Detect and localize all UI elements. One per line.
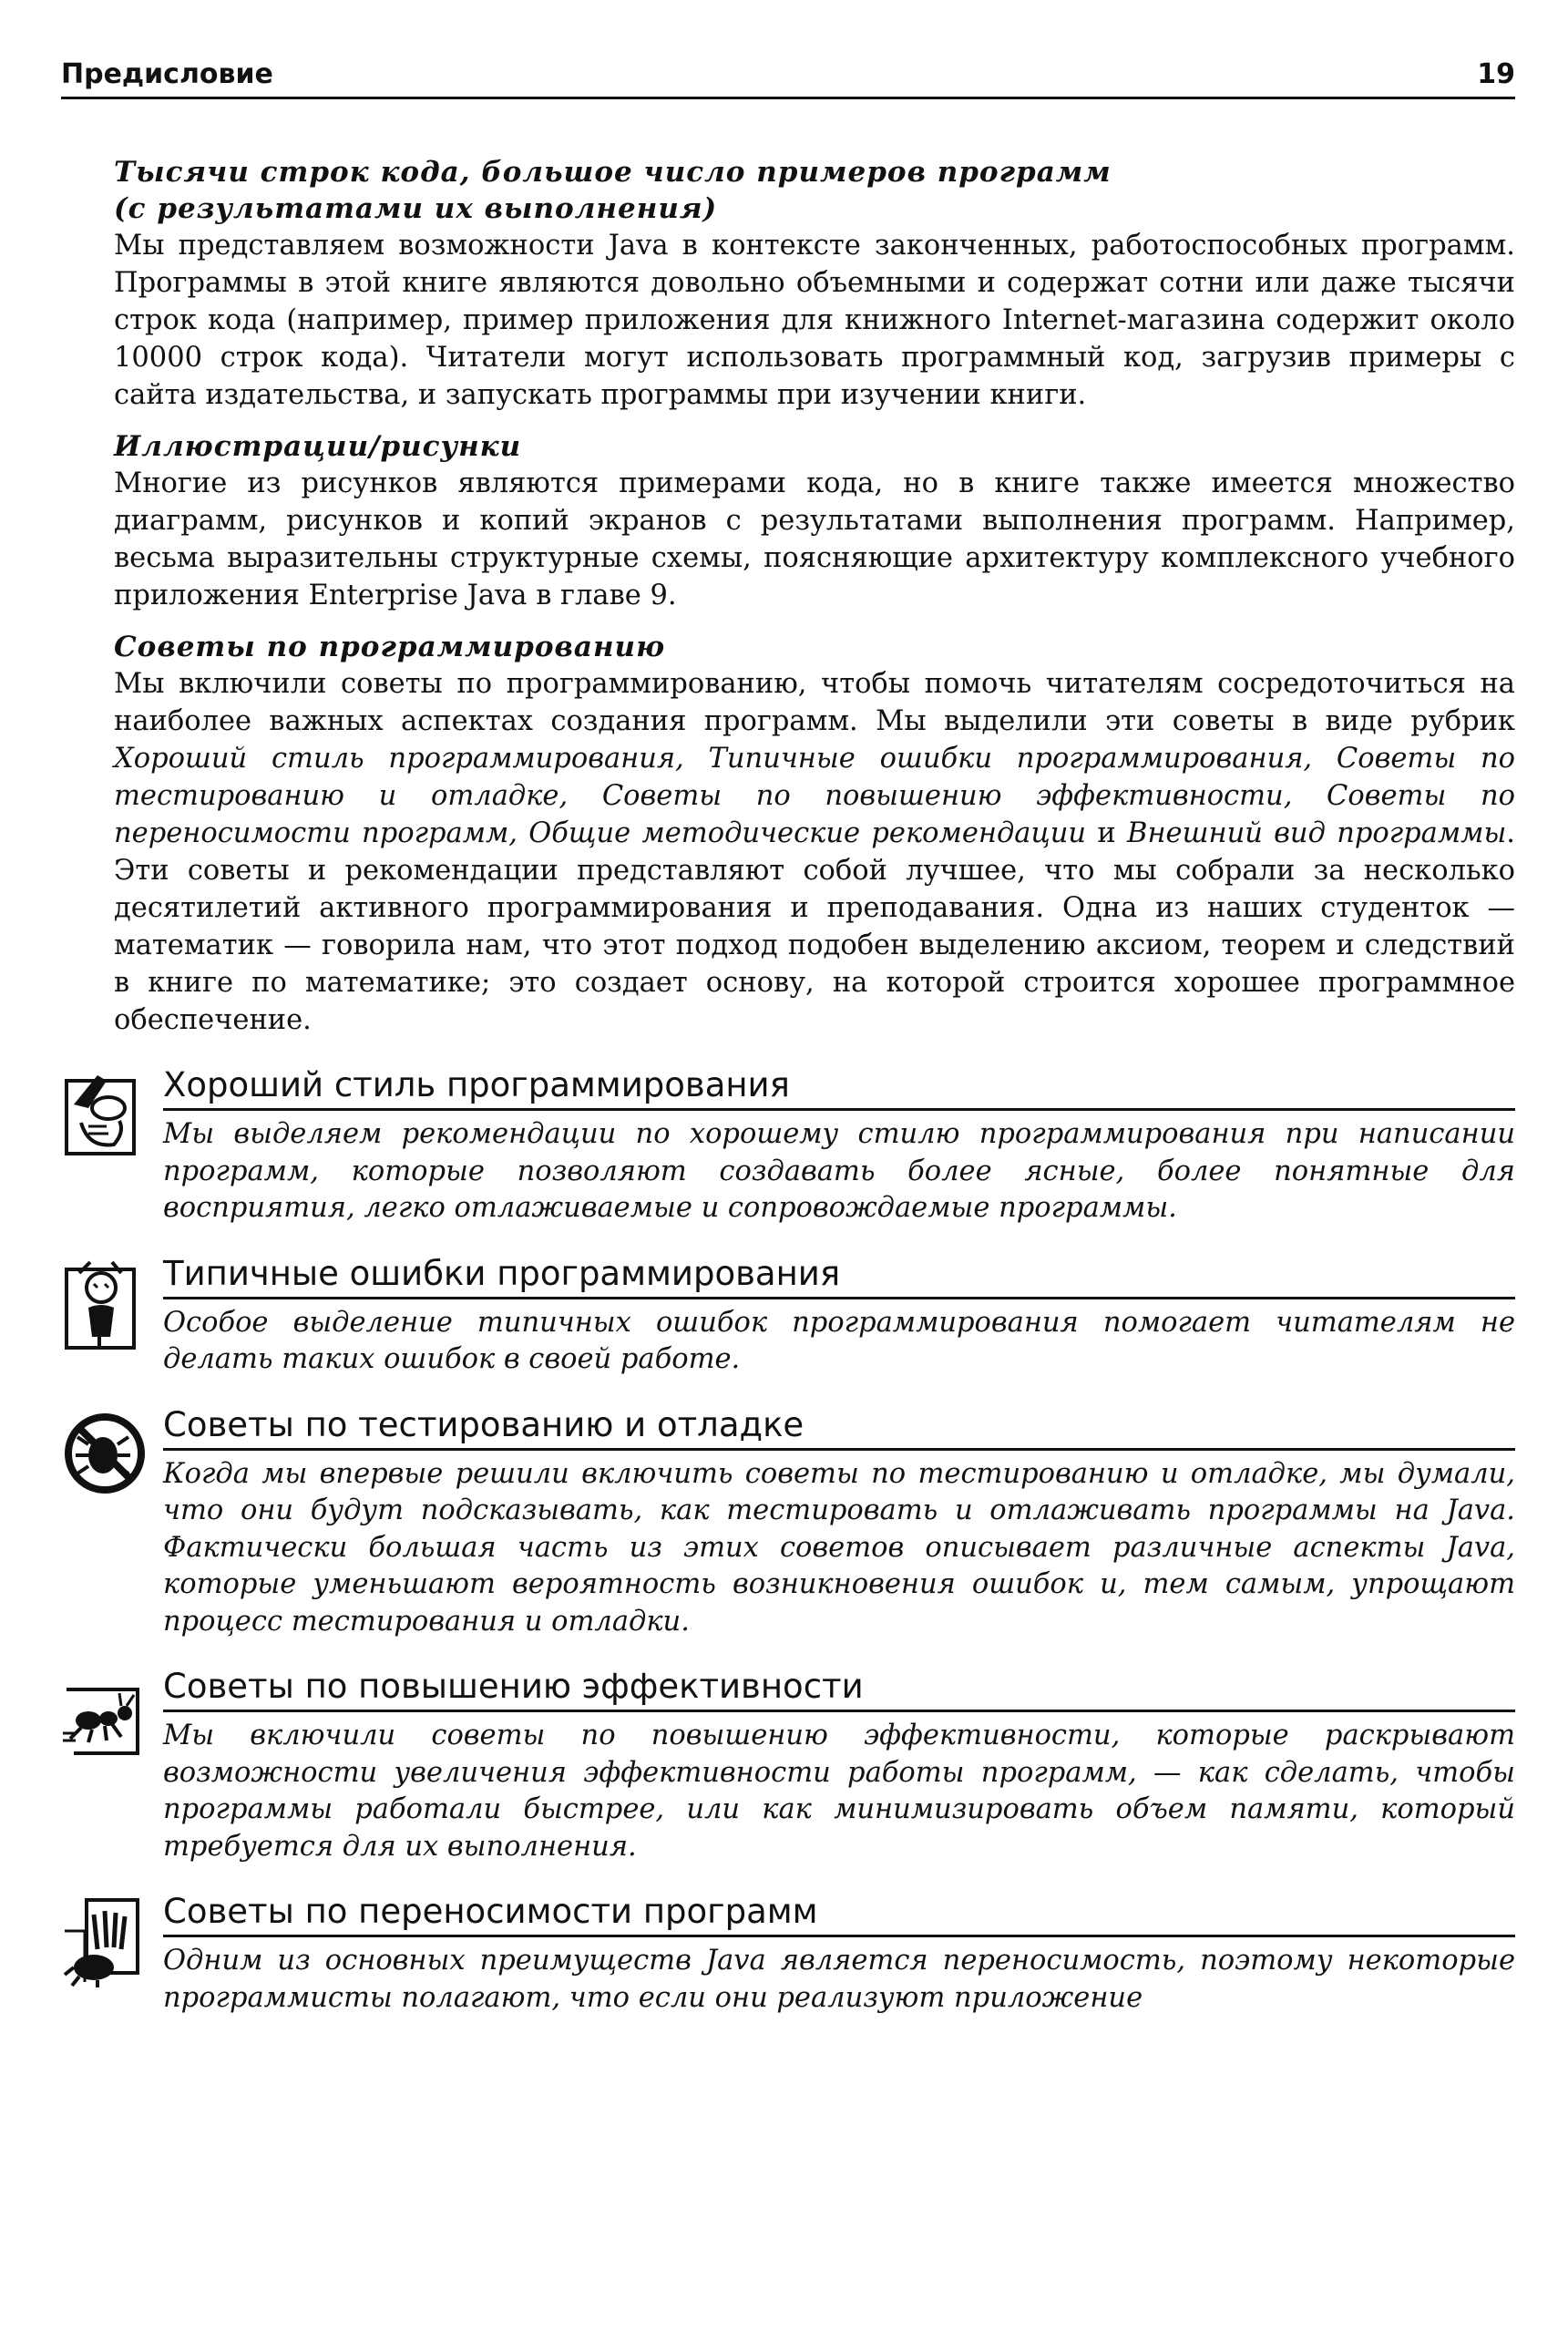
section-heading: Советы по программированию — [114, 631, 666, 663]
tip-title: Советы по повышению эффективности — [163, 1666, 1515, 1712]
good-style-icon — [61, 1068, 145, 1159]
tip-performance — [61, 1666, 1515, 1865]
no-bug-icon — [61, 1408, 152, 1499]
tip-text: Одним из основных преимуществ Java является переносимость, поэтому некоторые программисты полагают, что если они реализуют приложение — [163, 1945, 1515, 2014]
paragraph-text: и — [1086, 817, 1128, 849]
section-heading-line: Тысячи строк кода, большое число примеров программ — [114, 156, 1112, 189]
section-paragraph: Многие из рисунков являются примерами кода, но в книге также имеется множество диаграмм, рисунков и копий экранов с результатами выполнения программ. Например, весьма выразительны структурные схемы, поясняющие архитектуру комплексного учебного приложения Enterprise Java в главе 9. — [114, 467, 1515, 611]
section-paragraph: Мы представляем возможности Java в контексте законченных, работоспособных программ. Программы в этой книге являются довольно объемными и содержат сотни или даже тысячи строк кода (например, пример приложения для книжного Internet-магазина содержит около 10000 строк кода). Читатели могут использовать программный код, загрузив примеры с сайта издательства, и запускать программы при изучении книги. — [114, 230, 1515, 411]
page — [61, 56, 1515, 2017]
section-programming-tips — [114, 629, 1515, 1039]
section-code-examples — [114, 154, 1515, 414]
tip-good-style — [61, 1064, 1515, 1227]
section-heading-line: (с результатами их выполнения) — [114, 192, 718, 225]
tip-title: Хороший стиль программирования — [163, 1064, 1515, 1111]
paragraph-text: Мы включили советы по программированию, чтобы помочь читателям сосредоточиться на наиболее важных аспектах создания программ. Мы выделили эти советы в виде рубрик — [114, 668, 1515, 737]
tip-text: Особое выделение типичных ошибок программирования помогает читателям не делать таких ошибок в своей работе. — [163, 1306, 1515, 1375]
section-illustrations — [114, 428, 1515, 614]
section-heading — [114, 154, 1515, 227]
portability-icon — [61, 1895, 149, 1989]
tip-text: Мы включили советы по повышению эффективности, которые раскрывают возможности увеличения эффективности работы программ, — как сделать, чтобы программы работали быстрее, или как минимизировать объем памяти, который требуется для их выполнения. — [163, 1720, 1515, 1863]
rubric-list: Внешний вид программы — [1127, 817, 1507, 849]
common-error-icon — [61, 1257, 145, 1353]
running-header-title: Предисловие — [61, 58, 273, 90]
performance-ant-icon — [61, 1669, 149, 1761]
tip-title: Типичные ошибки программирования — [163, 1253, 1515, 1299]
tip-text: Мы выделяем рекомендации по хорошему стилю программирования при написании программ, которые позволяют создавать более ясные, более понятные для восприятия, легко отлаживаемые и сопровождаемые программы. — [163, 1118, 1515, 1224]
page-number: 19 — [1477, 58, 1515, 90]
tip-text: Когда мы впервые решили включить советы по тестированию и отладке, мы думали, что они будут подсказывать, как тестировать и отлаживать программы на Java. Фактически большая часть из этих советов описывает различные аспекты Java, которые уменьшают вероятность возникновения ошибок и, тем самым, упрощают процесс тестирования и отладки. — [163, 1457, 1515, 1638]
content — [61, 99, 1515, 2017]
paragraph-text: . Эти советы и рекомендации представляют собой лучшее, что мы собрали за несколько десятилетий активного программирования и преподавания. Одна из наших студенток — математик — говорила нам, что этот подход подобен выделению аксиом, теорем и следствий в книге по математике; это создает основу, на которой строится хорошее программное обеспечение. — [114, 817, 1515, 1036]
running-header — [61, 56, 1515, 99]
section-paragraph — [114, 665, 1515, 1039]
tip-title: Советы по тестированию и отладке — [163, 1404, 1515, 1451]
tip-testing-debugging — [61, 1404, 1515, 1641]
tip-common-errors — [61, 1253, 1515, 1379]
rubric-list: Хороший стиль программирования, Типичные ошибки программирования, Советы по тестированию и отладке, Советы по повышению эффективности, Советы по переносимости программ, Общие методические рекомендации — [114, 743, 1515, 849]
tip-title: Советы по переносимости программ — [163, 1891, 1515, 1937]
tip-portability — [61, 1891, 1515, 2017]
section-heading: Иллюстрации/рисунки — [114, 430, 522, 463]
